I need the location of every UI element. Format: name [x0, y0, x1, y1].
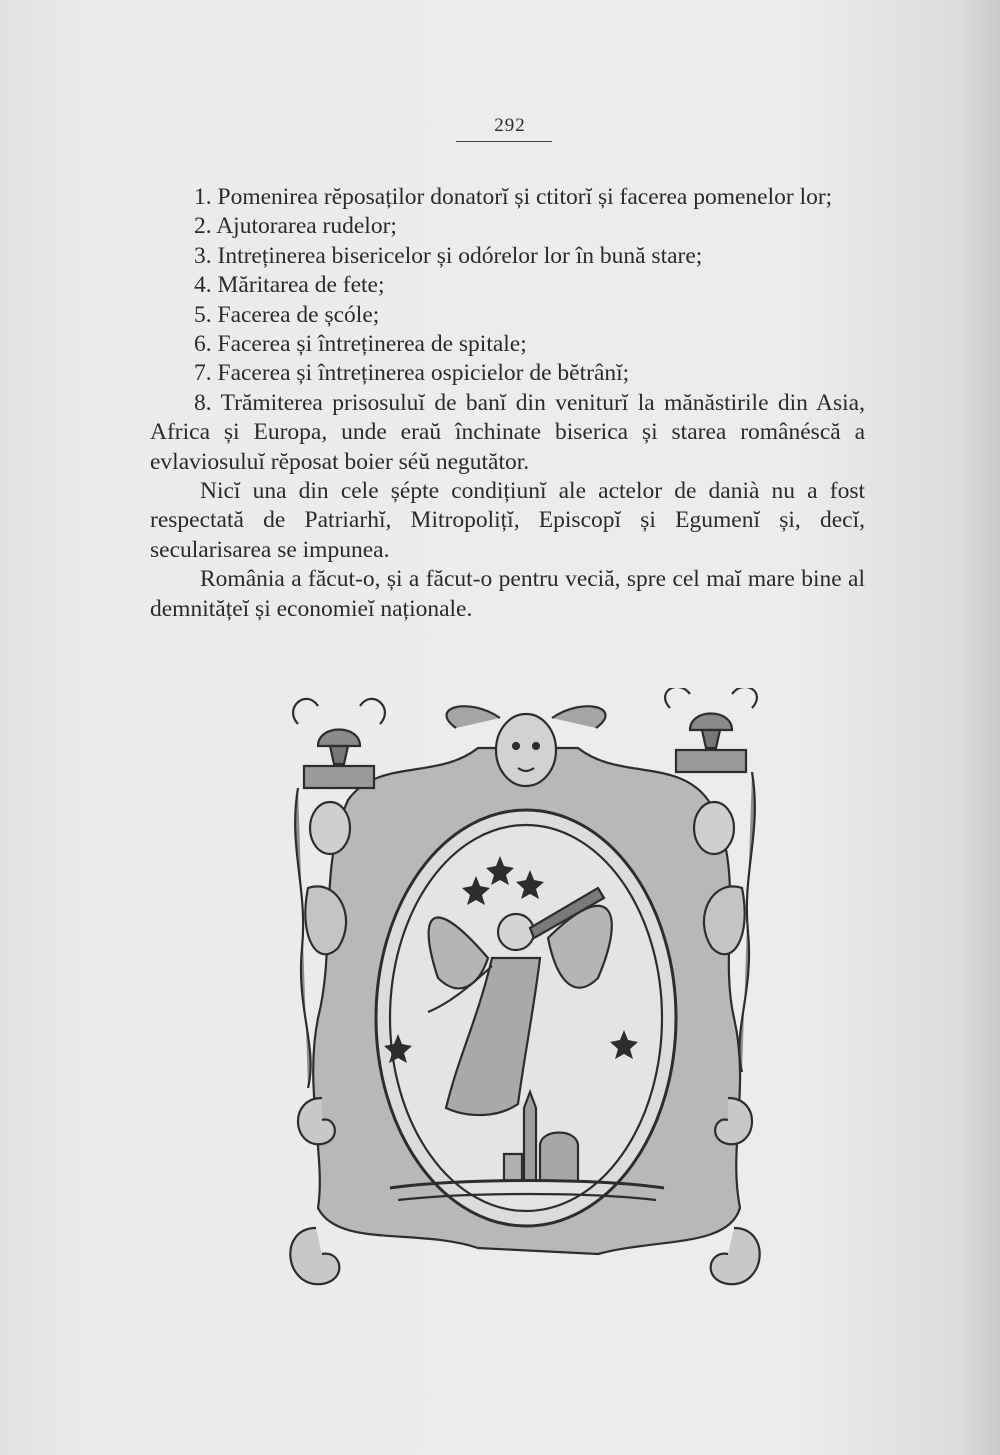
list-item-4: 4. Măritarea de fete;	[194, 272, 385, 299]
paragraph-romania: România a făcut-o, și a făcut-o pentru veciă, spre cel maĭ mare bine al demnitățeĭ și economieĭ naționale.	[150, 566, 865, 622]
list-item-6: 6. Facerea și întreținerea de spitale;	[194, 331, 527, 358]
list-item-3: 3. Intreținerea bisericelor și odórelor lor în bună stare;	[194, 242, 703, 269]
list-item-7: 7. Facerea și întreținerea ospicielor de bĕtrânĭ;	[194, 360, 630, 387]
page-number-rule	[456, 141, 552, 142]
list-item-8: 8. Trămiterea prisosuluĭ de banĭ din veniturĭ la mănăstirile din Asia, Africa și Europa, unde eraŭ închinate biserica și starea românéscă a evlaviosuluĭ rĕposat boier séŭ negutător.	[150, 389, 865, 475]
page-number: 292	[494, 115, 526, 136]
paragraph-conditions: Nicĭ una din cele șépte condițiunĭ ale actelor de danià nu a fost respectată de Patriarhĭ, Mitropolițĭ, Episcopĭ și Egumenĭ și, decĭ, secularisarea se impunea.	[150, 478, 865, 563]
list-item-2: 2. Ajutorarea rudelor;	[194, 213, 397, 240]
list-item-1: 1. Pomenirea rĕposaților donatorĭ și ctitorĭ și facerea pomenelor lor;	[194, 184, 833, 210]
list-item-5: 5. Facerea de șcóle;	[194, 301, 380, 328]
coat-of-arms-angel-trumpet-icon	[278, 688, 772, 1298]
body-text	[150, 183, 865, 624]
